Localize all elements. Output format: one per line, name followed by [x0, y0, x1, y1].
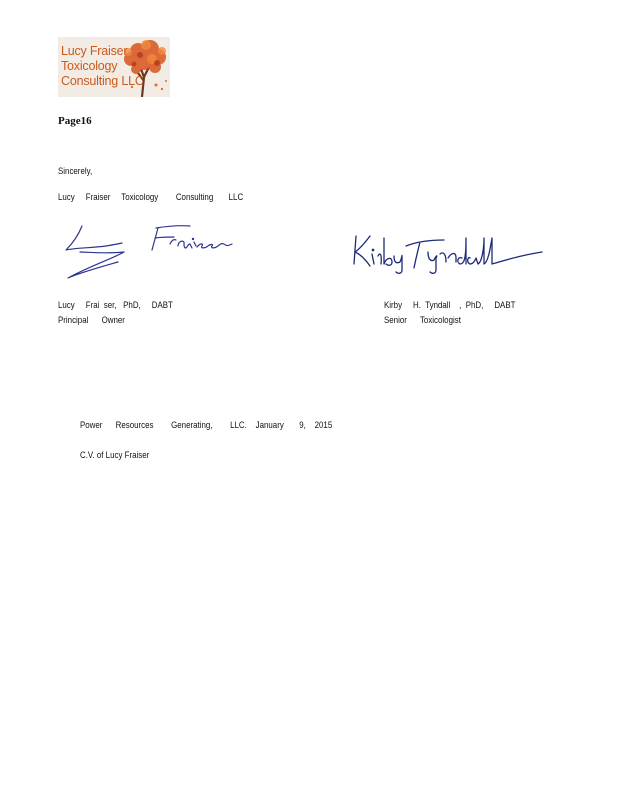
signatory-1-title: Principal Owner — [58, 315, 125, 325]
signatory-2-name: Kirby H. Tyndall , PhD, DABT — [384, 300, 516, 310]
page-number: Page16 — [58, 115, 92, 127]
closing-salutation: Sincerely, — [58, 166, 93, 176]
cc-line: Power Resources Generating, LLC. January 9, 2015 — [80, 420, 333, 430]
logo-text-line-3: Consulting LLC — [61, 74, 144, 88]
signatory-1-name: Lucy Frai ser, PhD, DABT — [58, 300, 173, 310]
logo-text-line-1: Lucy Fraiser — [61, 44, 128, 58]
signatory-2-title: Senior Toxicologist — [384, 315, 461, 325]
company-name: Lucy Fraiser Toxicology Consulting LLC — [58, 192, 244, 202]
company-logo — [58, 37, 170, 97]
signature-kirby-tyndall — [348, 228, 548, 276]
enclosure-line: C.V. of Lucy Fraiser — [80, 450, 150, 460]
logo-text-line-2: Toxicology — [61, 59, 118, 73]
signature-lucy-fraiser — [60, 222, 240, 284]
